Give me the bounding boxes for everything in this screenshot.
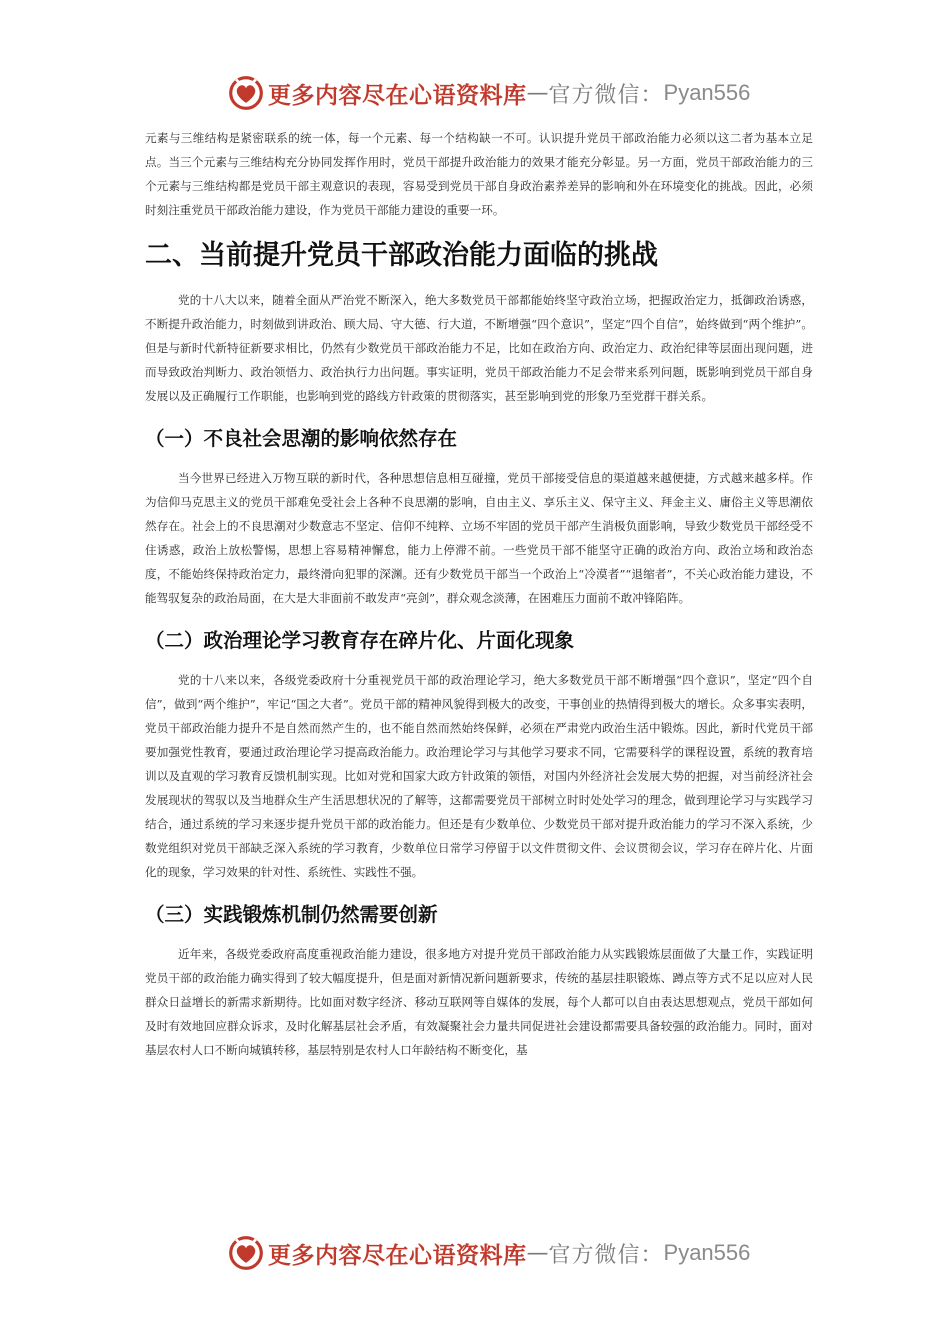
watermark-separator: —: [526, 1240, 549, 1266]
watermark-wechat-label: 官方微信：: [548, 82, 664, 108]
watermark-separator: —: [526, 80, 549, 106]
intro-paragraph: 元素与三维结构是紧密联系的统一体，每一个元素、每一个结构缺一不可。认识提升党员干部政治能力必须以这二者为基本立足点。当三个元素与三维结构充分协同发挥作用时，党员干部提升政治能力的效果才能充分彰显。另一方面，党员干部政治能力的三个元素与三维结构都是党员干部主观意识的表现，容易受到党员干部自身政治素养差异的影响和外在环境变化的挑战。因此，必须时刻注重党员干部政治能力建设，作为党员干部能力建设的重要一环。: [145, 131, 813, 217]
section-title: 二、当前提升党员干部政治能力面临的挑战: [145, 240, 658, 271]
heart-logo-icon: [228, 1235, 264, 1271]
document-body: [145, 126, 813, 1062]
subsection-paragraph-3: 近年来，各级党委政府高度重视政治能力建设，很多地方对提升党员干部政治能力从实践锻炼层面做了大量工作，实践证明党员干部的政治能力确实得到了较大幅度提升，但是面对新情况新问题新要求，传统的基层挂职锻炼、蹲点等方式不足以应对人民群众日益增长的新需求新期待。比如面对数字经济、移动互联网等自媒体的发展，每个人都可以自由表达思想观点，党员干部如何及时有效地回应群众诉求，及时化解基层社会矛盾，有效凝聚社会力量共同促进社会建设都需要具备较强的政治能力。同时，面对基层农村人口不断向城镇转移，基层特别是农村人口年龄结构不断变化，基: [145, 947, 813, 1057]
heart-logo-icon: [228, 75, 264, 111]
header-watermark-banner: [228, 73, 751, 113]
watermark-text: 更多内容尽在心语资料库: [268, 1241, 527, 1269]
watermark-wechat-label: 官方微信：: [548, 1242, 664, 1268]
footer-watermark-banner: [228, 1233, 751, 1273]
watermark-text: 更多内容尽在心语资料库: [268, 81, 527, 109]
subsection-paragraph-2: 党的十八来以来，各级党委政府十分重视党员干部的政治理论学习，绝大多数党员干部不断增强“四个意识”，坚定“四个自信”，做到“两个维护”，牢记“国之大者”。党员干部的精神风貌得到极大的改变，干事创业的热情得到极大的增长。众多事实表明，党员干部政治能力提升不是自然而然产生的，也不能自然而然始终保鲜，必须在严肃党内政治生活中锻炼。因此，新时代党员干部要加强党性教育，要通过政治理论学习提高政治能力。政治理论学习与其他学习要求不同，它需要科学的课程设置，系统的教育培训以及直观的学习教育反馈机制实现。比如对党和国家大政方针政策的领悟，对国内外经济社会发展大势的把握，对当前经济社会发展现状的驾驭以及当地群众生产生活思想状况的了解等，这都需要党员干部树立时时处处学习的理念，做到理论学习与实践学习结合，通过系统的学习来逐步提升党员干部的政治能力。但还是有少数单位、少数党员干部对提升政治能力的学习不深入系统，少数党组织对党员干部缺乏深入系统的学习教育，少数单位日常学习停留于以文件贯彻文件、会议贯彻会议，学习存在碎片化、片面化的现象，学习效果的针对性、系统性、实践性不强。: [145, 673, 813, 879]
subsection-title-3: （三）实践锻炼机制仍然需要创新: [145, 903, 438, 926]
subsection-title-2: （二）政治理论学习教育存在碎片化、片面化现象: [145, 629, 575, 652]
subsection-paragraph-1: 当今世界已经进入万物互联的新时代，各种思想信息相互碰撞，党员干部接受信息的渠道越来越便捷，方式越来越多样。作为信仰马克思主义的党员干部难免受社会上各种不良思潮的影响，自由主义、享乐主义、保守主义、拜金主义、庸俗主义等思潮依然存在。社会上的不良思潮对少数意志不坚定、信仰不纯粹、立场不牢固的党员干部产生消极负面影响，导致少数党员干部经受不住诱惑，政治上放松警惕，思想上容易精神懈怠，能力上停滞不前。一些党员干部不能坚守正确的政治方向、政治立场和政治态度，不能始终保持政治定力，最终滑向犯罪的深渊。还有少数党员干部当一个政治上“冷漠者”“退缩者”，不关心政治能力建设，不能驾驭复杂的政治局面，在大是大非面前不敢发声“亮剑”，群众观念淡薄，在困难压力面前不敢冲锋陷阵。: [145, 471, 813, 605]
subsection-title-1: （一）不良社会思潮的影响依然存在: [145, 427, 458, 450]
watermark-wechat-id: Pyan556: [663, 1240, 751, 1265]
section-paragraph: 党的十八大以来，随着全面从严治党不断深入，绝大多数党员干部都能始终坚守政治立场，把握政治定力，抵御政治诱惑，不断提升政治能力，时刻做到讲政治、顾大局、守大德、行大道，不断增强“四个意识”，坚定“四个自信”，始终做到“两个维护”。但是与新时代新特征新要求相比，仍然有少数党员干部政治能力不足，比如在政治方向、政治定力、政治纪律等层面出现问题，进而导致政治判断力、政治领悟力、政治执行力出问题。事实证明，党员干部政治能力不足会带来系列问题，既影响到党员干部自身发展以及正确履行工作职能，也影响到党的路线方针政策的贯彻落实，甚至影响到党的形象乃至党群干群关系。: [145, 293, 813, 403]
watermark-wechat-id: Pyan556: [663, 80, 751, 105]
